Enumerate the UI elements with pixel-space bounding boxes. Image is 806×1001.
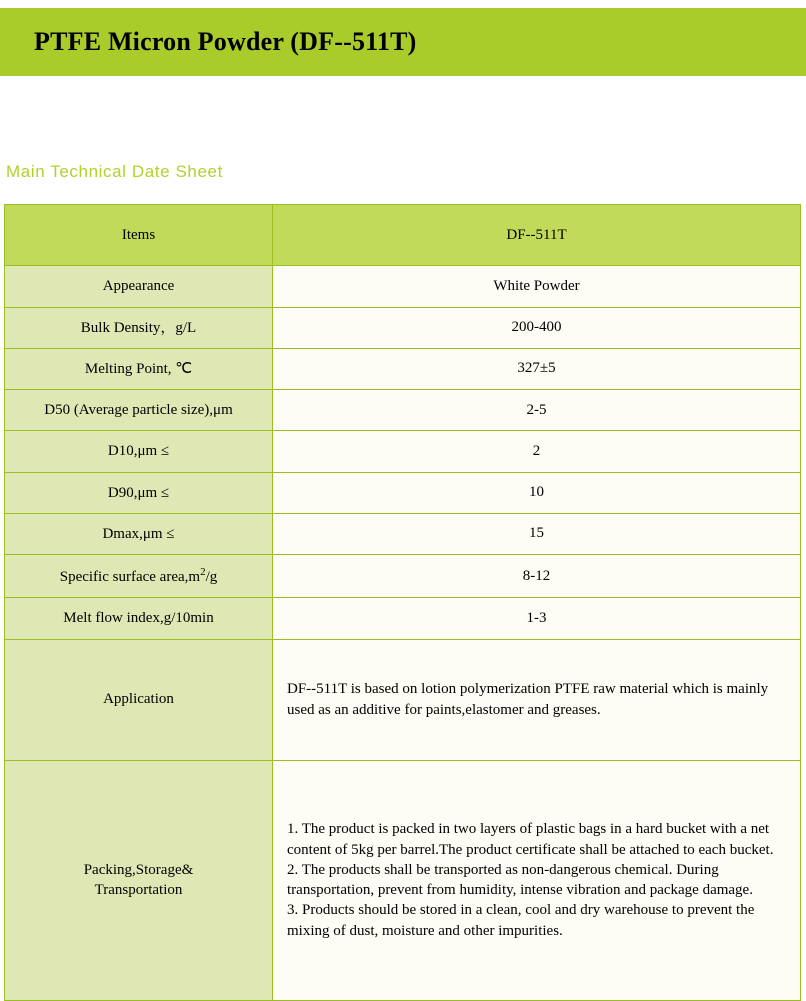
row-value bbox=[273, 760, 801, 1000]
table-row-application bbox=[5, 639, 801, 760]
table-row bbox=[5, 472, 801, 513]
row-label: D50 (Average particle size),μm bbox=[5, 390, 273, 431]
table-row bbox=[5, 266, 801, 307]
table-row bbox=[5, 598, 801, 639]
row-value: 200-400 bbox=[273, 307, 801, 348]
row-value: 8-12 bbox=[273, 555, 801, 598]
table-header-row bbox=[5, 205, 801, 266]
table-row-packing bbox=[5, 760, 801, 1000]
column-header-items: Items bbox=[5, 205, 273, 266]
row-value bbox=[273, 639, 801, 760]
row-label: D90,μm ≤ bbox=[5, 472, 273, 513]
packing-line-3: 3. Products should be stored in a clean, cool and dry warehouse to prevent the mixing of dust, moisture and other impurities. bbox=[287, 902, 755, 939]
row-label: Dmax,μm ≤ bbox=[5, 513, 273, 554]
technical-data-table bbox=[4, 204, 801, 1001]
row-label: D10,μm ≤ bbox=[5, 431, 273, 472]
row-value: 15 bbox=[273, 513, 801, 554]
header-band bbox=[0, 8, 806, 76]
row-value: White Powder bbox=[273, 266, 801, 307]
page-title: PTFE Micron Powder (DF--511T) bbox=[34, 27, 417, 56]
row-label: Melt flow index,g/10min bbox=[5, 598, 273, 639]
row-value: 2-5 bbox=[273, 390, 801, 431]
row-value: 1-3 bbox=[273, 598, 801, 639]
application-text: DF--511T is based on lotion polymerization PTFE raw material which is mainly used as an additive for paints,elastomer and greases. bbox=[287, 681, 769, 718]
packing-label-line2: Transportation bbox=[94, 882, 183, 898]
column-header-product: DF--511T bbox=[273, 205, 801, 266]
row-value: 10 bbox=[273, 472, 801, 513]
table-row bbox=[5, 348, 801, 389]
row-label: Specific surface $area,m^2/g$ bbox=[5, 555, 273, 598]
table-row bbox=[5, 513, 801, 554]
table-row bbox=[5, 431, 801, 472]
table-row bbox=[5, 390, 801, 431]
row-value: 327±5 bbox=[273, 348, 801, 389]
row-label: Appearance bbox=[5, 266, 273, 307]
row-value: 2 bbox=[273, 431, 801, 472]
packing-line-2: 2. The products shall be transported as non-dangerous chemical. During transportation, prevent from humidity, intense vibration and package damage. bbox=[287, 861, 753, 898]
packing-line-1: 1. The product is packed in two layers of plastic bags in a hard bucket with a net content of 5kg per barrel.The product certificate shall be attached to each bucket. bbox=[287, 821, 774, 858]
row-label: Bulk Density，g/L bbox=[5, 307, 273, 348]
table-row bbox=[5, 307, 801, 348]
packing-label-line1: Packing,Storage& bbox=[83, 861, 194, 878]
section-title: Main Technical Date Sheet bbox=[6, 162, 223, 181]
row-label: Melting Point, ℃ bbox=[5, 348, 273, 389]
row-label: Application bbox=[5, 639, 273, 760]
row-label bbox=[5, 760, 273, 1000]
table-row bbox=[5, 555, 801, 598]
